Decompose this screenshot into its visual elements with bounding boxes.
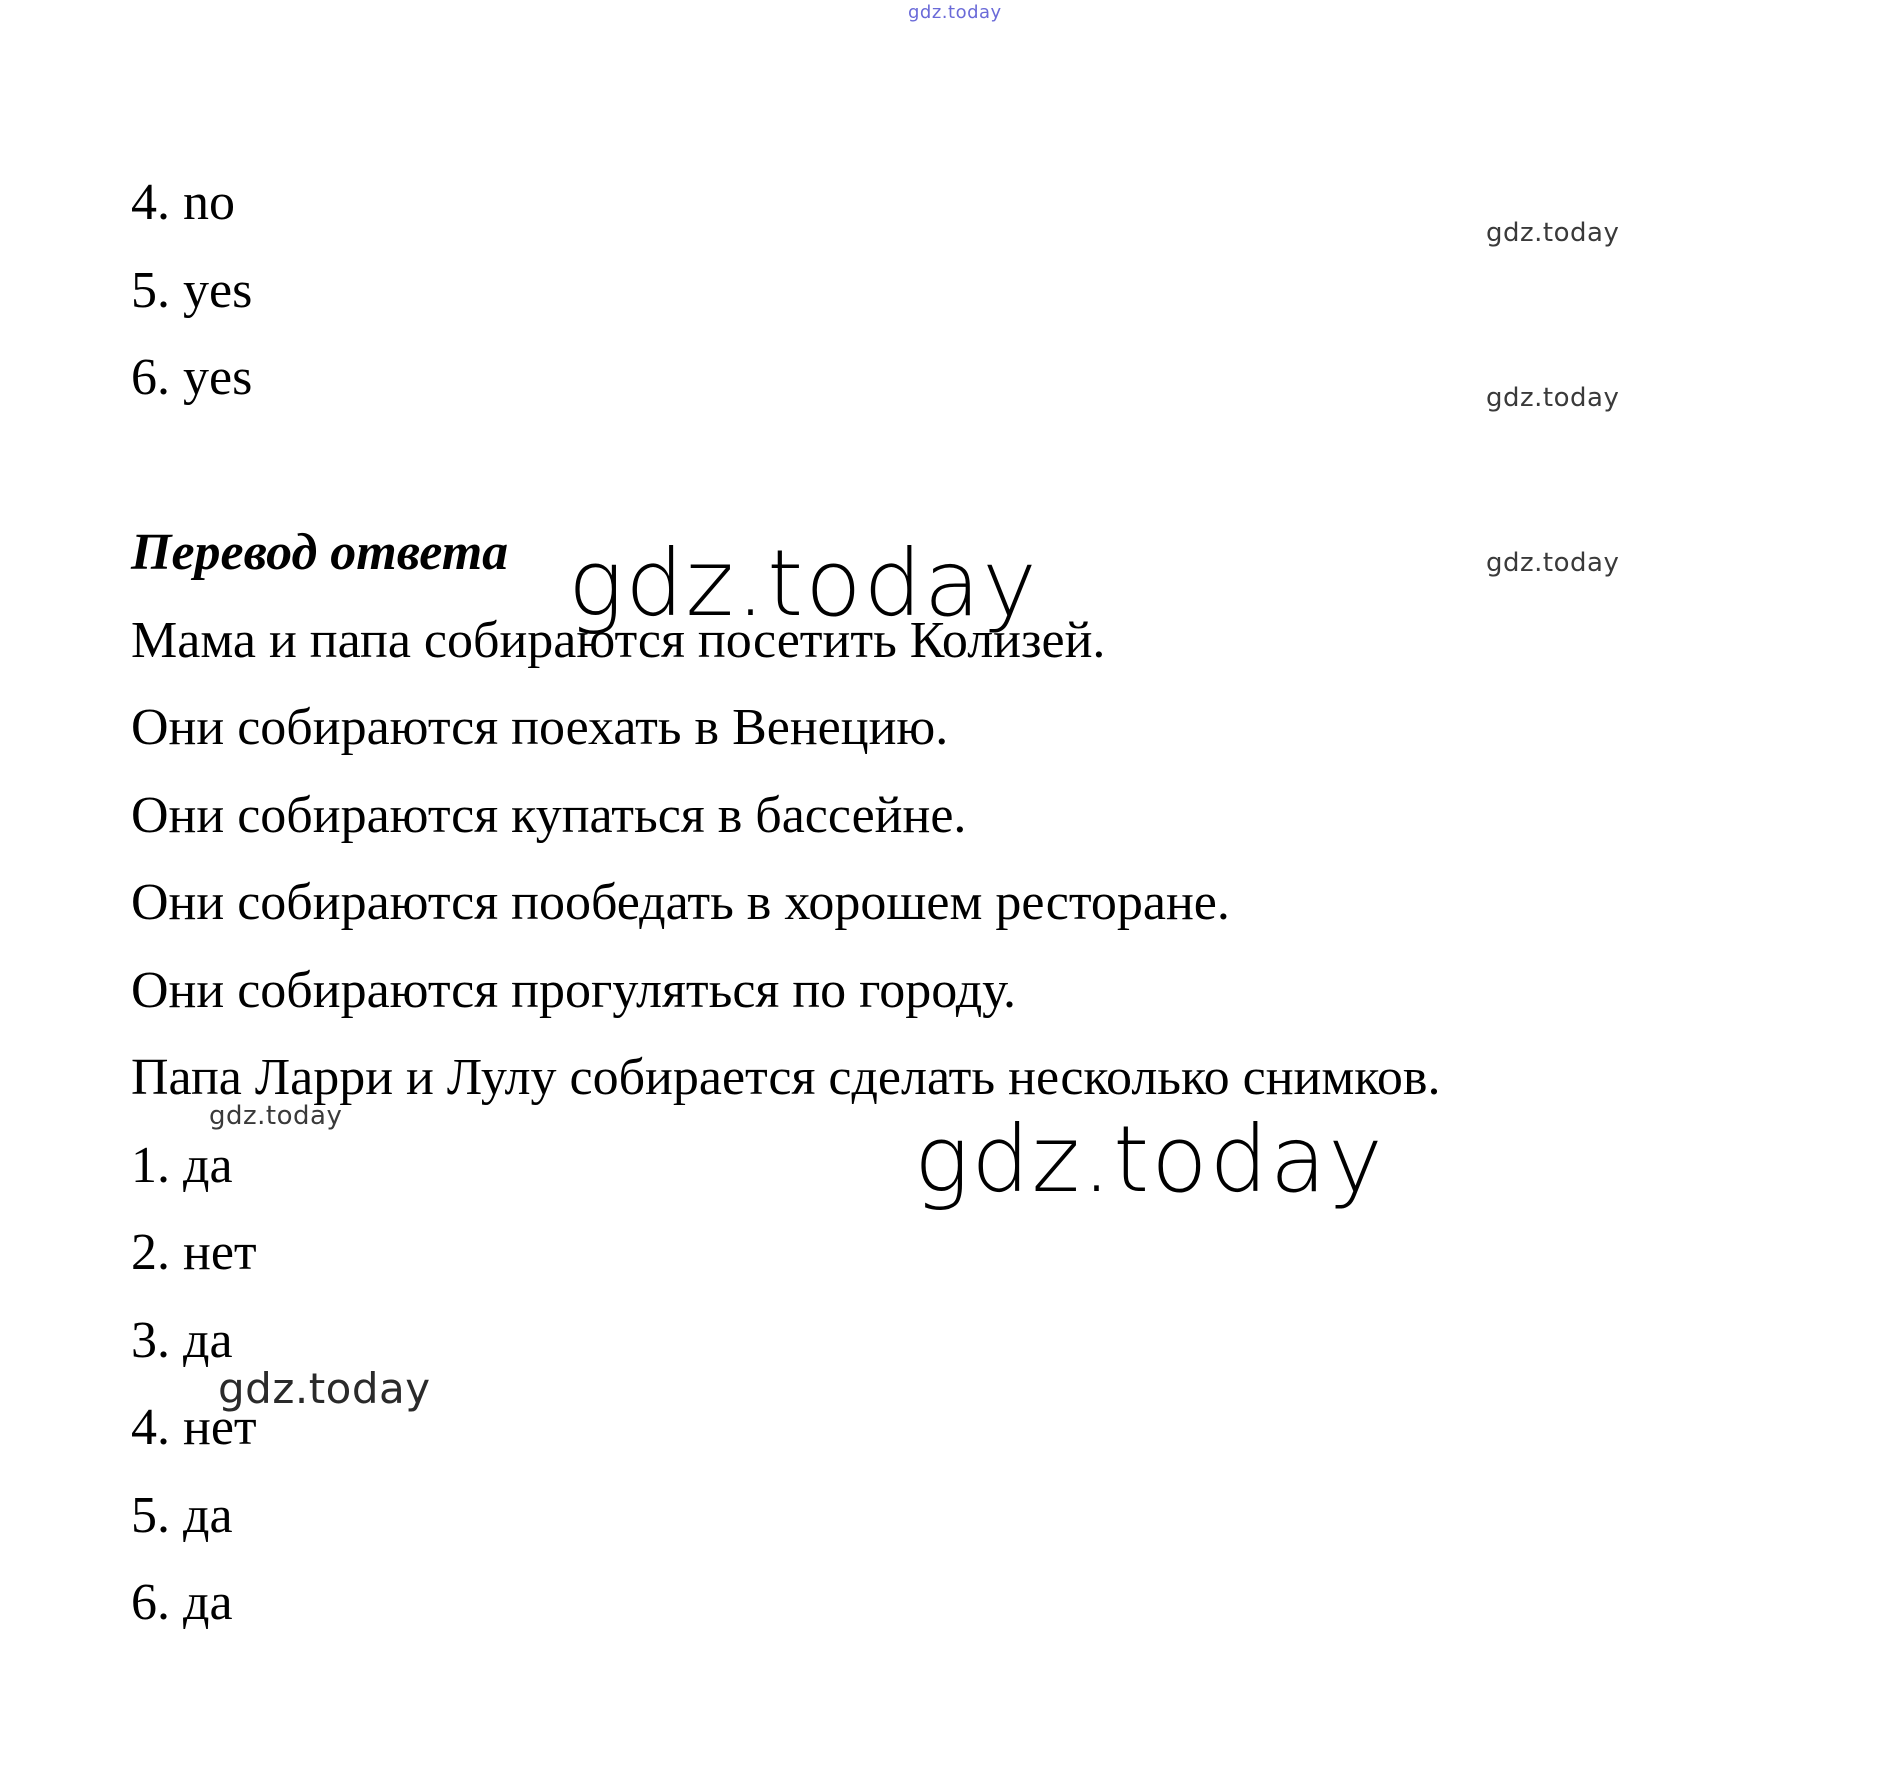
translation-heading: Перевод ответа xyxy=(131,524,509,581)
watermark-left-mid: gdz.today xyxy=(218,1364,431,1413)
answer-ru-5: 5. да xyxy=(131,1487,233,1544)
translation-sentence-6: Папа Ларри и Лулу собирается сделать несколько снимков. xyxy=(131,1049,1441,1106)
translation-sentence-1: Мама и папа собираются посетить Колизей. xyxy=(131,612,1106,669)
watermark-right-3: gdz.today xyxy=(1486,548,1620,578)
answer-ru-1: 1. да xyxy=(131,1137,233,1194)
translation-sentence-2: Они собираются поехать в Венецию. xyxy=(131,699,949,756)
watermark-right-1: gdz.today xyxy=(1486,218,1620,248)
answer-ru-4: 4. нет xyxy=(131,1399,257,1456)
watermark-center-big: gdz.today xyxy=(914,1106,1385,1213)
answer-ru-6: 6. да xyxy=(131,1574,233,1631)
translation-sentence-5: Они собираются прогуляться по городу. xyxy=(131,962,1016,1019)
watermark-right-2: gdz.today xyxy=(1486,383,1620,413)
watermark-top: gdz.today xyxy=(908,2,1002,23)
answer-en-6: 6. yes xyxy=(131,349,253,406)
watermark-heading-overlay: gdz.today xyxy=(568,530,1039,637)
answer-en-4: 4. no xyxy=(131,174,235,231)
translation-sentence-4: Они собираются пообедать в хорошем ресторане. xyxy=(131,874,1230,931)
translation-sentence-3: Они собираются купаться в бассейне. xyxy=(131,787,967,844)
watermark-left-small: gdz.today xyxy=(209,1101,343,1131)
answer-en-5: 5. yes xyxy=(131,262,253,319)
answer-ru-2: 2. нет xyxy=(131,1224,257,1281)
answer-ru-3: 3. да xyxy=(131,1312,233,1369)
